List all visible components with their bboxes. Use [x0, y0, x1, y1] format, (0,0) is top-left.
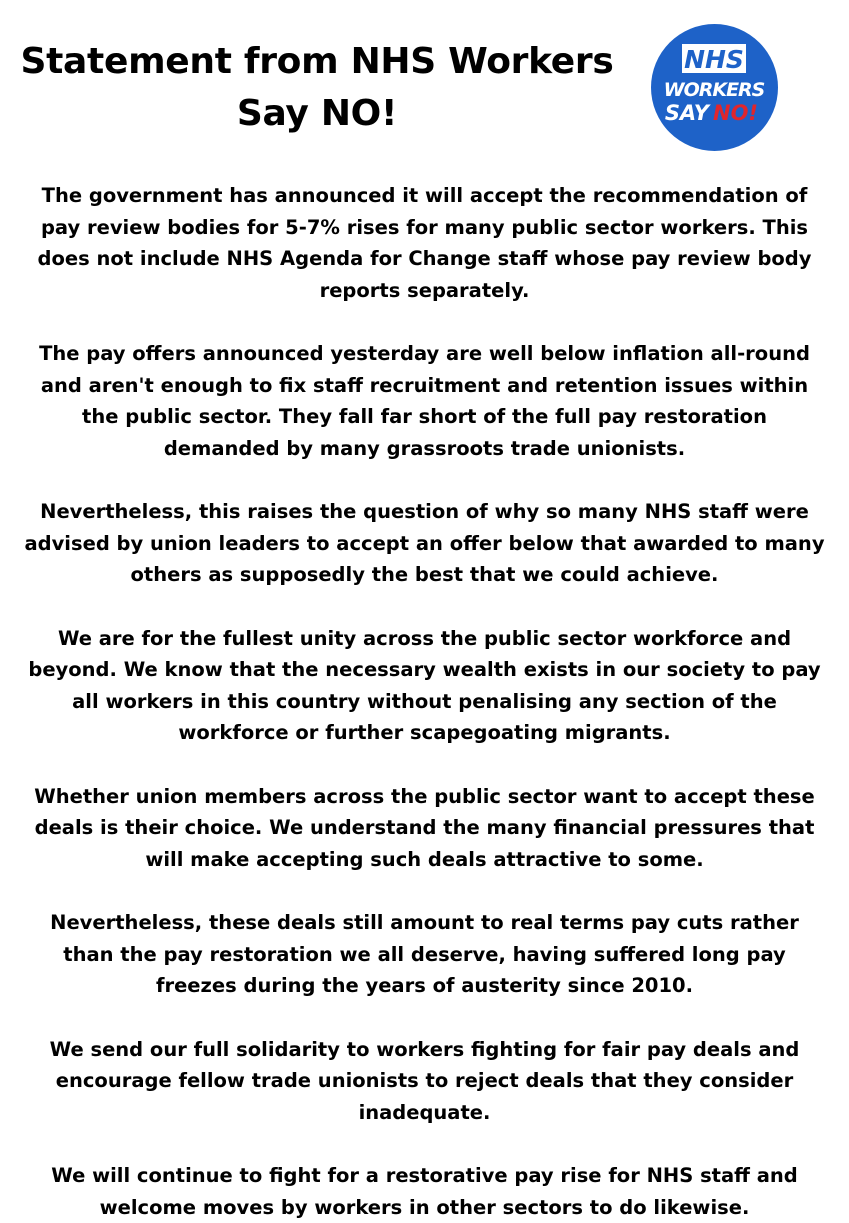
paragraph-2: The pay offers announced yesterday are well below inflation all-round and aren't enough to fix staff recruitment and retention issues within the public sector. They fall far short of the full pay restoration demanded by many grassroots trade unionists. — [39, 342, 810, 460]
logo-no-text: NO! — [713, 101, 759, 125]
logo-workers-text: WORKERS — [663, 79, 765, 101]
title-line-2: Say NO! — [236, 93, 398, 134]
paragraph-6: Nevertheless, these deals still amount to real terms pay cuts rather than the pay restoration we all deserve, having suffered long pay freezes during the years of austerity since 2010. — [50, 911, 799, 997]
nhs-workers-say-no-logo — [651, 24, 778, 151]
paragraph-7: We send our full solidarity to workers fighting for fair pay deals and encourage fellow trade unionists to reject deals that they consider inadequate. — [49, 1037, 800, 1124]
logo-nhs-text: NHS — [684, 45, 744, 74]
paragraph-8: We will continue to fight for a restorative pay rise for NHS staff and welcome moves by workers in other sectors to do likewise. — [51, 1164, 798, 1219]
paragraph-5: Whether union members across the public sector want to accept these deals is their choice. We understand the many financial pressures that will make accepting such deals attractive to some. — [34, 784, 815, 871]
paragraph-4: We are for the fullest unity across the public sector workforce and beyond. We know that the necessary wealth exists in our society to pay all workers in this country without penalising any section of the workforce or further scapegoating migrants. — [28, 626, 821, 744]
title-line-1: Statement from NHS Workers — [20, 41, 614, 82]
page-title — [0, 36, 634, 140]
paragraph-3: Nevertheless, this raises the question of why so many NHS staff were advised by union leaders to accept an offer below that awarded to many others as supposedly the best that we could achieve. — [24, 500, 825, 586]
statement-body — [24, 180, 825, 1223]
logo-say-text: SAY — [664, 101, 709, 125]
paragraph-1: The government has announced it will accept the recommendation of pay review bodies for 5-7% rises for many public sector workers. This does not include NHS Agenda for Change staff whose pay review body reports separately. — [37, 184, 812, 302]
logo-graphic — [651, 24, 778, 151]
